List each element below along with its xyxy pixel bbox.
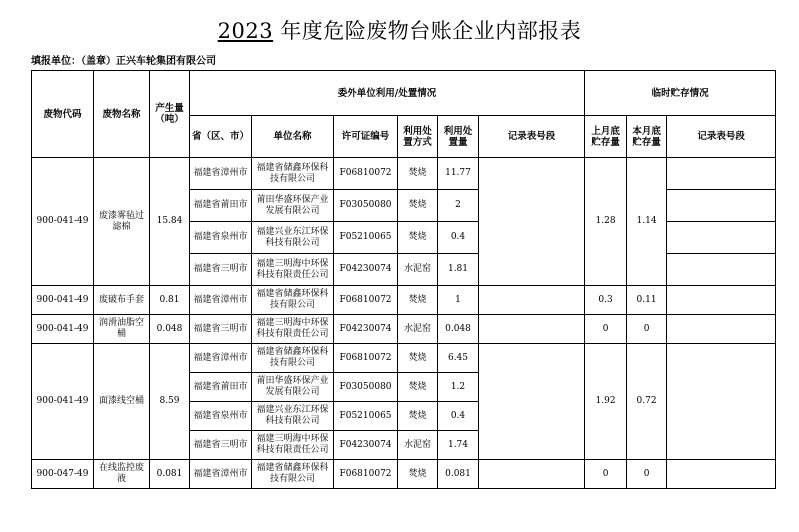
output-amount: 0.048	[150, 315, 190, 344]
disposal-method: 水泥窑	[398, 315, 438, 344]
disposal-method: 焚烧	[398, 190, 438, 222]
province: 福建省三明市	[190, 254, 252, 286]
company-name: 福建三明海中环保科技有限责任公司	[252, 315, 334, 344]
header-last-month: 上月底贮存量	[585, 116, 627, 158]
output-amount: 15.84	[150, 158, 190, 286]
table-row	[32, 158, 776, 190]
disposal-method: 焚烧	[398, 460, 438, 489]
disposal-method: 焚烧	[398, 286, 438, 315]
reporting-unit: 填报单位：（盖章）正兴车轮集团有限公司	[31, 56, 216, 67]
record-range-2	[667, 158, 776, 190]
disposal-amount: 11.77	[438, 158, 479, 190]
record-range	[479, 344, 585, 460]
record-range	[479, 315, 585, 344]
disposal-amount: 1.2	[438, 373, 479, 402]
table-row	[32, 286, 776, 315]
table-row	[32, 460, 776, 489]
province: 福建省漳州市	[190, 286, 252, 315]
header-entrusted: 委外单位利用/处置情况	[190, 71, 585, 116]
disposal-amount: 1	[438, 286, 479, 315]
disposal-amount: 1.81	[438, 254, 479, 286]
header-name: 废物名称	[94, 71, 150, 158]
disposal-amount: 1.74	[438, 431, 479, 460]
disposal-method: 水泥窑	[398, 254, 438, 286]
report-title	[0, 15, 799, 45]
company-name: 福建省储鑫环保科技有限公司	[252, 286, 334, 315]
company-name: 福建省储鑫环保科技有限公司	[252, 158, 334, 190]
header-record: 记录表号段	[479, 116, 585, 158]
province: 福建省泉州市	[190, 402, 252, 431]
province: 福建省莆田市	[190, 190, 252, 222]
header-amount: 利用处置量	[438, 116, 479, 158]
disposal-method: 焚烧	[398, 158, 438, 190]
disposal-amount: 2	[438, 190, 479, 222]
waste-name: 面漆线空桶	[94, 344, 150, 460]
company-name: 福建三明海中环保科技有限责任公司	[252, 431, 334, 460]
company-name: 福建省储鑫环保科技有限公司	[252, 344, 334, 373]
last-month-storage: 0	[585, 460, 627, 489]
province: 福建省漳州市	[190, 158, 252, 190]
province: 福建省莆田市	[190, 373, 252, 402]
record-range-2	[667, 222, 776, 254]
disposal-method: 焚烧	[398, 373, 438, 402]
waste-name: 废破布手套	[94, 286, 150, 315]
province: 福建省漳州市	[190, 460, 252, 489]
license-number: F03050080	[334, 190, 398, 222]
record-range-2	[667, 344, 776, 460]
this-month-storage: 0	[627, 460, 667, 489]
province: 福建省三明市	[190, 431, 252, 460]
waste-code: 900-041-49	[32, 158, 94, 286]
company-name: 福建省储鑫环保科技有限公司	[252, 460, 334, 489]
output-amount: 8.59	[150, 344, 190, 460]
company-name: 福建三明海中环保科技有限责任公司	[252, 254, 334, 286]
record-range-2	[667, 315, 776, 344]
waste-code: 900-041-49	[32, 286, 94, 315]
disposal-amount: 0.4	[438, 402, 479, 431]
disposal-method: 焚烧	[398, 222, 438, 254]
license-number: F05210065	[334, 402, 398, 431]
waste-ledger-table	[31, 70, 776, 489]
record-range-2	[667, 286, 776, 315]
last-month-storage: 1.28	[585, 158, 627, 286]
header-license: 许可证编号	[334, 116, 398, 158]
license-number: F04230074	[334, 315, 398, 344]
license-number: F04230074	[334, 431, 398, 460]
province: 福建省泉州市	[190, 222, 252, 254]
header-output: 产生量（吨）	[150, 71, 190, 158]
waste-code: 900-041-49	[32, 315, 94, 344]
record-range-2	[667, 460, 776, 489]
waste-name: 废漆雾毡过滤棉	[94, 158, 150, 286]
this-month-storage: 0.72	[627, 344, 667, 460]
license-number: F06810072	[334, 460, 398, 489]
last-month-storage: 0.3	[585, 286, 627, 315]
last-month-storage: 0	[585, 315, 627, 344]
record-range	[479, 158, 585, 286]
license-number: F03050080	[334, 373, 398, 402]
waste-name: 润滑油脂空桶	[94, 315, 150, 344]
license-number: F04230074	[334, 254, 398, 286]
header-method: 利用处置方式	[398, 116, 438, 158]
disposal-amount: 6.45	[438, 344, 479, 373]
table-row	[32, 344, 776, 373]
company-name: 福建兴业东江环保科技有限公司	[252, 402, 334, 431]
waste-code: 900-041-49	[32, 344, 94, 460]
output-amount: 0.81	[150, 286, 190, 315]
record-range-2	[667, 254, 776, 286]
record-range	[479, 286, 585, 315]
province: 福建省漳州市	[190, 344, 252, 373]
header-code: 废物代码	[32, 71, 94, 158]
disposal-method: 焚烧	[398, 344, 438, 373]
report-title-text: 年度危险废物台账企业内部报表	[280, 19, 582, 43]
license-number: F06810072	[334, 158, 398, 190]
record-range	[479, 460, 585, 489]
table-row	[32, 315, 776, 344]
license-number: F05210065	[334, 222, 398, 254]
this-month-storage: 0.11	[627, 286, 667, 315]
disposal-method: 焚烧	[398, 402, 438, 431]
province: 福建省三明市	[190, 315, 252, 344]
record-range-2	[667, 190, 776, 222]
disposal-method: 水泥窑	[398, 431, 438, 460]
disposal-amount: 0.048	[438, 315, 479, 344]
this-month-storage: 0	[627, 315, 667, 344]
disposal-amount: 0.081	[438, 460, 479, 489]
license-number: F06810072	[334, 286, 398, 315]
header-province: 省（区、市）	[190, 116, 252, 158]
last-month-storage: 1.92	[585, 344, 627, 460]
waste-code: 900-047-49	[32, 460, 94, 489]
header-temp-storage: 临时贮存情况	[585, 71, 776, 116]
header-company: 单位名称	[252, 116, 334, 158]
report-year: 2023	[217, 19, 274, 43]
output-amount: 0.081	[150, 460, 190, 489]
license-number: F06810072	[334, 344, 398, 373]
company-name: 莆田华盛环保产业发展有限公司	[252, 190, 334, 222]
company-name: 福建兴业东江环保科技有限公司	[252, 222, 334, 254]
waste-name: 在线监控废液	[94, 460, 150, 489]
this-month-storage: 1.14	[627, 158, 667, 286]
company-name: 莆田华盛环保产业发展有限公司	[252, 373, 334, 402]
disposal-amount: 0.4	[438, 222, 479, 254]
header-record-2: 记录表号段	[667, 116, 776, 158]
header-this-month: 本月底贮存量	[627, 116, 667, 158]
